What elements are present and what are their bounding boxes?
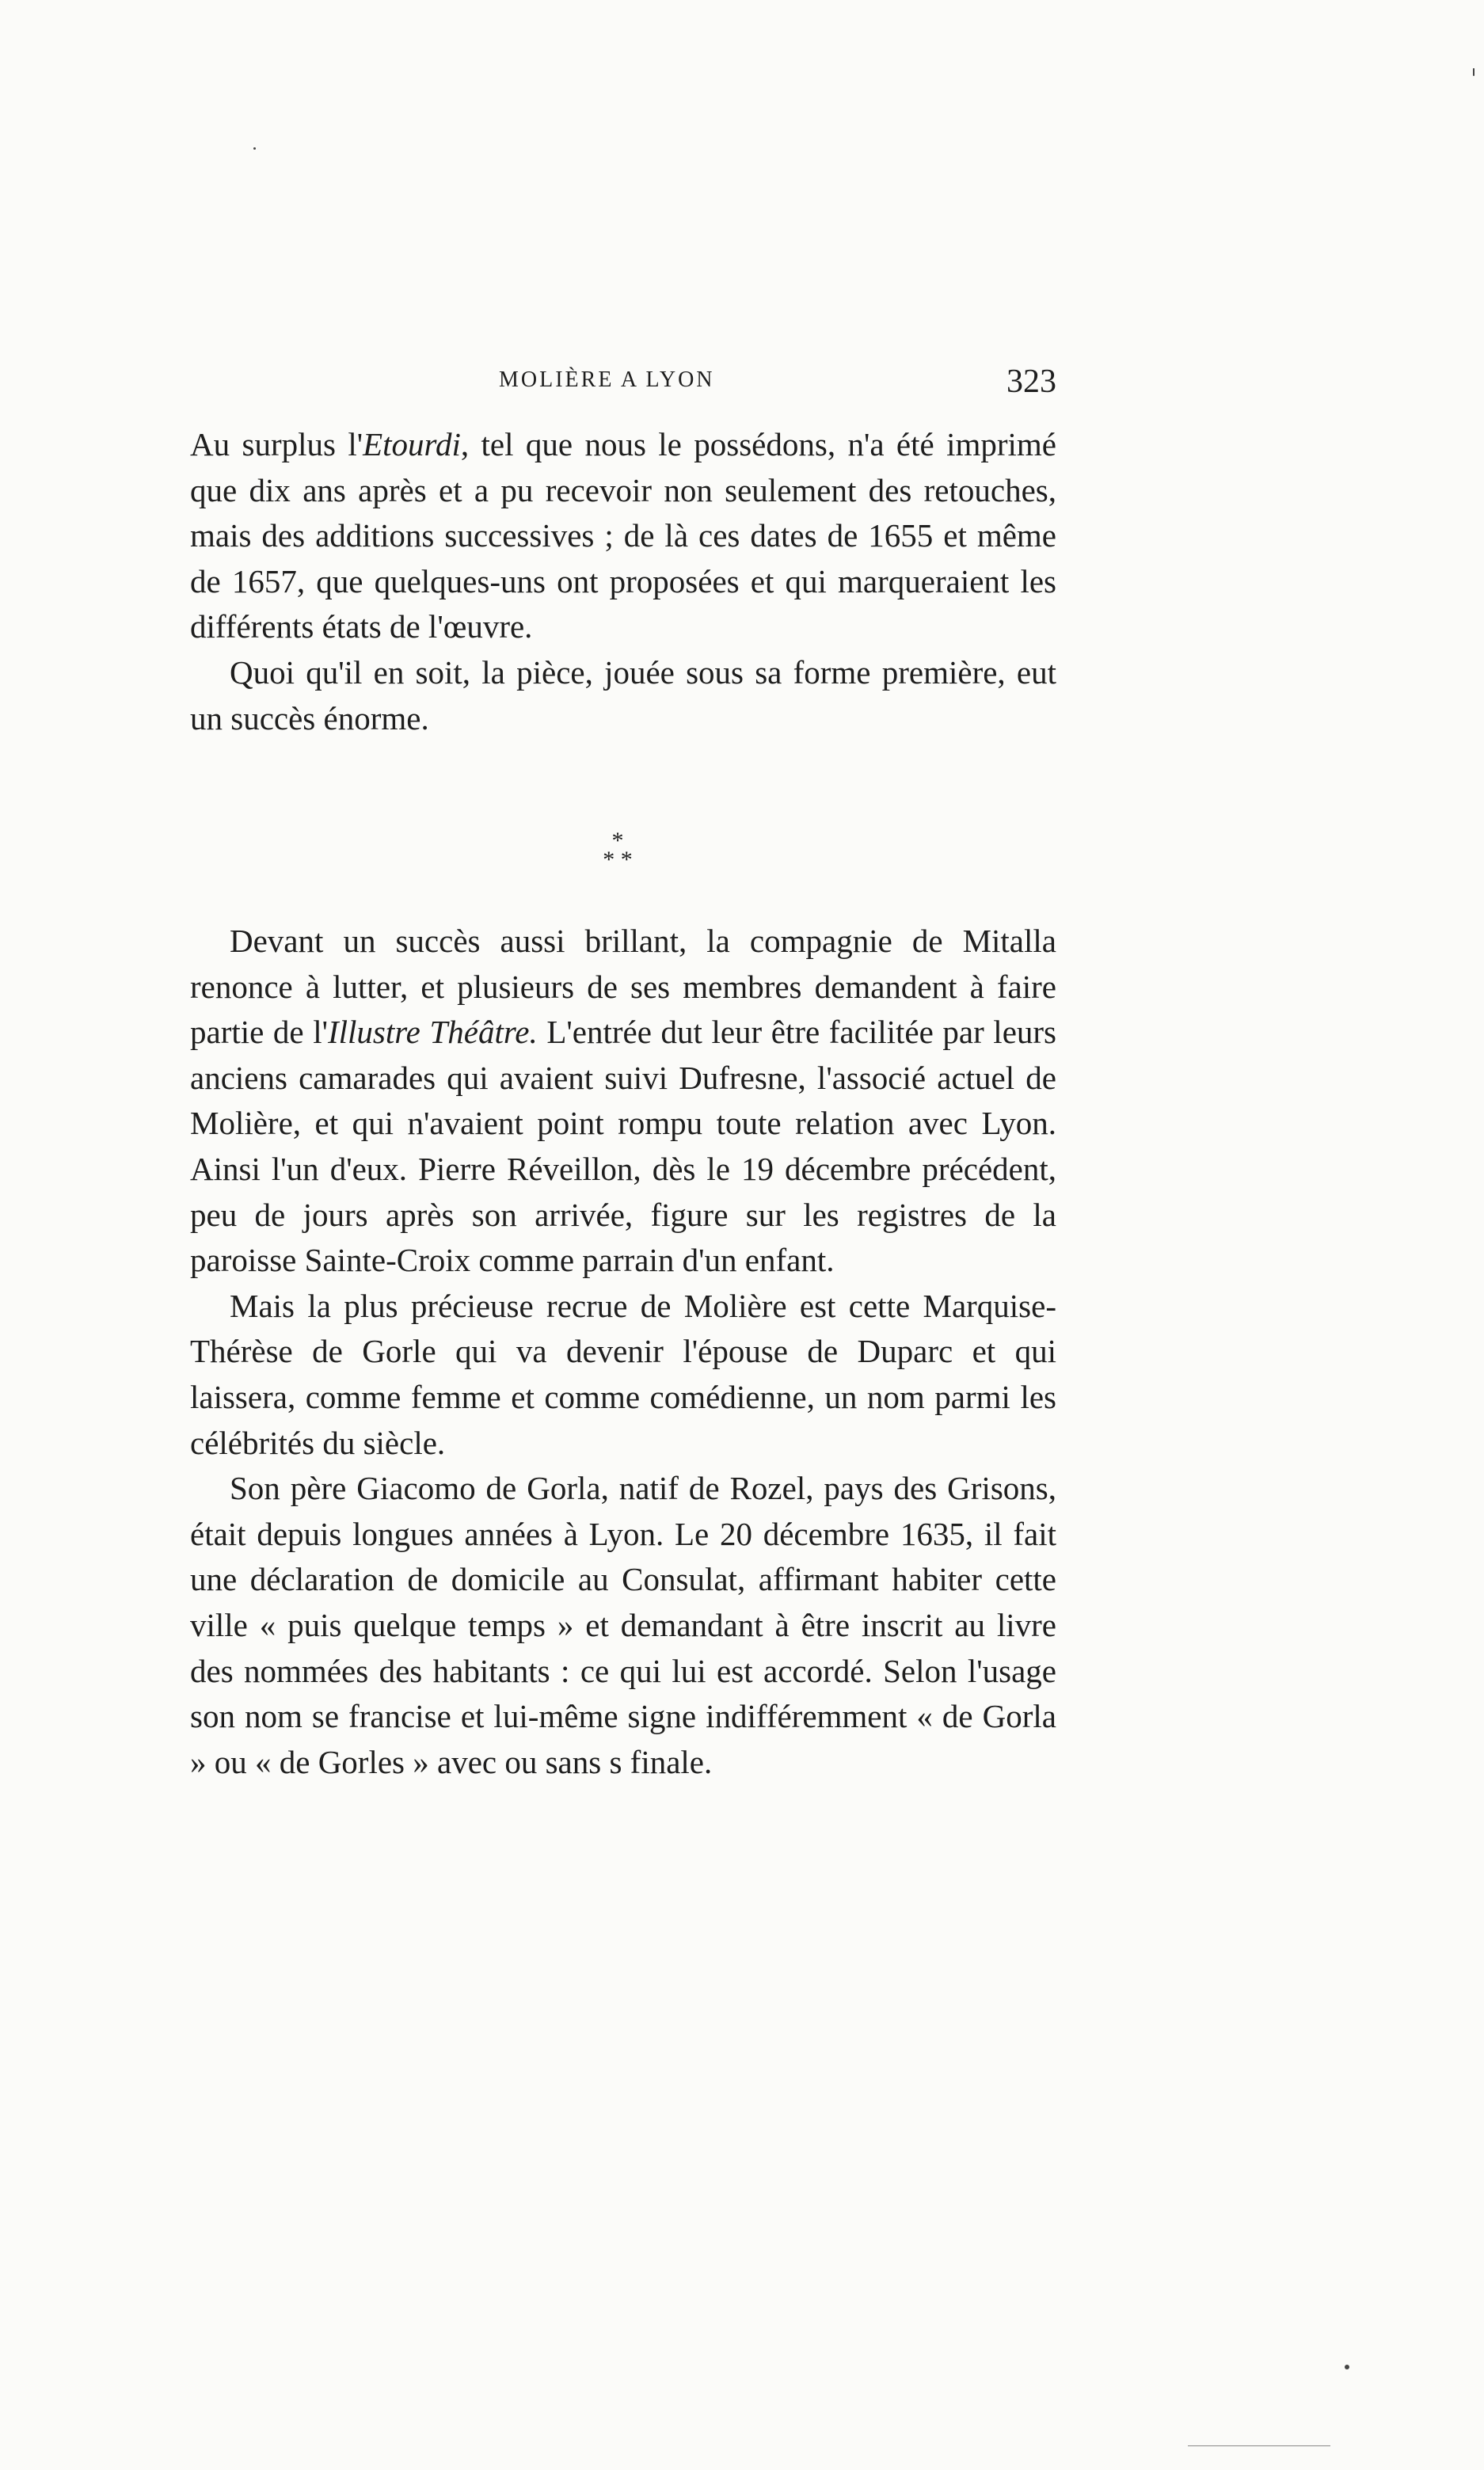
page-header bbox=[190, 363, 1056, 410]
section-separator bbox=[586, 828, 649, 887]
paragraph: Son père Giacomo de Gorla, natif de Rozel, pays des Grisons, était depuis longues années à Lyon. Le 20 décembre 1635, il fait une déclaration de domicile au Consulat, affirmant habiter cette ville « puis quelque temps » et demandant à être inscrit au livre des nommées des habitants : ce qui lui est accordé. Selon l'usage son nom se francise et lui-même signe indifféremment « de Gorla » ou « de Gorles » avec ou sans s finale. bbox=[190, 1470, 1056, 1780]
text-block-top bbox=[190, 422, 1056, 741]
paragraph bbox=[190, 422, 1056, 650]
scan-speck bbox=[253, 147, 256, 150]
scan-speck bbox=[1345, 2365, 1349, 2369]
scan-speck bbox=[1473, 68, 1474, 76]
asterism-bottom: * * bbox=[603, 847, 633, 873]
running-title: MOLIÈRE A LYON bbox=[499, 367, 715, 392]
italic-title: Illustre Théâtre. bbox=[327, 1014, 538, 1051]
paragraph: Quoi qu'il en soit, la pièce, jouée sous sa forme première, eut un succès énorme. bbox=[190, 653, 1056, 736]
italic-title: Etourdi bbox=[363, 426, 461, 462]
text-run: Devant un succès aussi brillant, la compagnie de Mitalla renonce à lutter, et plusieurs de ses membres demandent à faire partie de l' bbox=[190, 923, 1056, 1051]
text-run: L'entrée dut leur être facilitée par leurs anciens camarades qui avaient suivi Dufresne, l'associé actuel de Molière, et qui n'avaient point rompu toute relation avec Lyon. Ainsi l'un d'eux. Pierre Réveillon, dès le 19 décembre précédent, peu de jours après son arrivée, figure sur les registres de la paroisse Sainte-Croix comme parrain d'un enfant. bbox=[190, 1014, 1057, 1279]
scan-edge-line bbox=[1188, 2445, 1330, 2446]
text-block-bottom bbox=[190, 919, 1056, 1785]
paragraph bbox=[190, 919, 1056, 1284]
asterism-top: * bbox=[611, 828, 624, 854]
text-run: Au surplus l' bbox=[190, 426, 363, 462]
paragraph: Mais la plus précieuse recrue de Molière est cette Marquise-Thérèse de Gorle qui va devenir l'épouse de Duparc et qui laissera, comme femme et comme comédienne, un nom parmi les célébrités du siècle. bbox=[190, 1287, 1056, 1461]
text-run: , tel que nous le possédons, n'a été imprimé que dix ans après et a pu recevoir non seulement des retouches, mais des additions successives ; de là ces dates de 1655 et même de 1657, que quelques-uns ont proposées et qui marqueraient les différents états de l'œuvre. bbox=[190, 426, 1056, 645]
page-number: 323 bbox=[1006, 363, 1056, 400]
